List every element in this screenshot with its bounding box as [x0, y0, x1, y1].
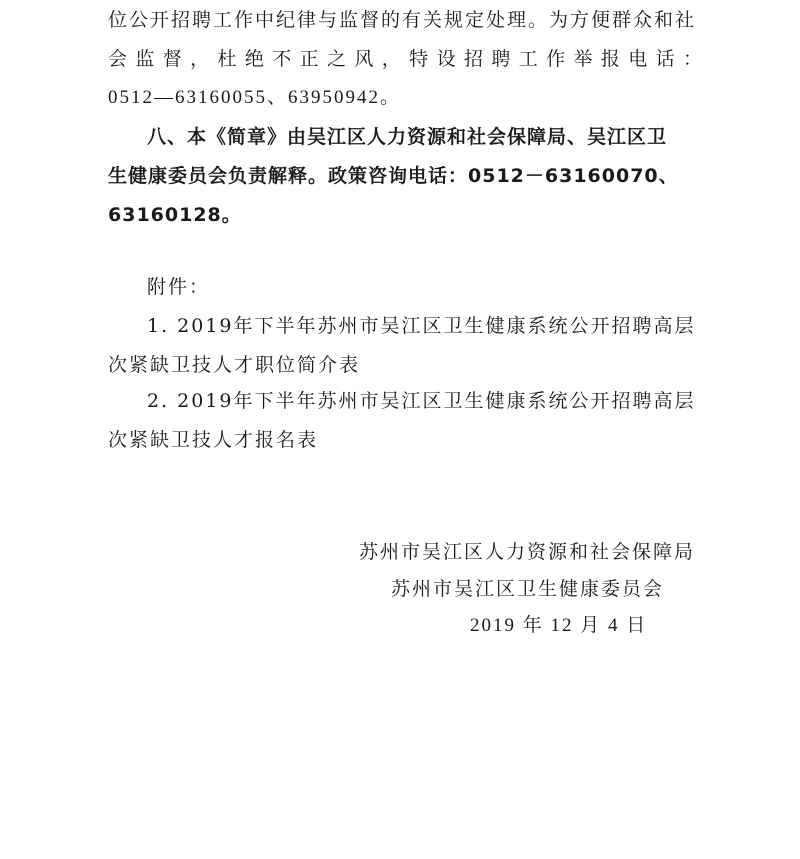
article8-line2: 生健康委员会负责解释。政策咨询电话：0512－63160070、 — [108, 165, 679, 187]
article8-line1: 八、本《简章》由吴江区人力资源和社会保障局、吴江区卫 — [147, 126, 668, 148]
article7-line2: 会 监 督 ， 杜 绝 不 正 之 风 ， 特 设 招 聘 工 作 举 报 电 话 ： — [108, 48, 702, 70]
signature-org-1: 苏州市吴江区人力资源和社会保障局 — [359, 541, 696, 563]
attachments-heading: 附件： — [147, 276, 211, 298]
signature-org-2: 苏州市吴江区卫生健康委员会 — [391, 578, 665, 600]
attachment-item-1-line2: 次紧缺卫技人才职位简介表 — [108, 354, 361, 376]
signature-date: 2019 年 12 月 4 日 — [470, 615, 648, 636]
article7-line1: 位公开招聘工作中纪律与监督的有关规定处理。为方便群众和社 — [108, 9, 697, 31]
article8-line3: 63160128。 — [108, 204, 242, 226]
attachment-item-2-line2: 次紧缺卫技人才报名表 — [108, 429, 319, 451]
attachment-item-1-line1: 1. 2019年下半年苏州市吴江区卫生健康系统公开招聘高层 — [147, 315, 696, 337]
article7-line3: 0512—63160055、63950942。 — [108, 87, 402, 108]
attachment-item-2-line1: 2. 2019年下半年苏州市吴江区卫生健康系统公开招聘高层 — [147, 390, 696, 412]
